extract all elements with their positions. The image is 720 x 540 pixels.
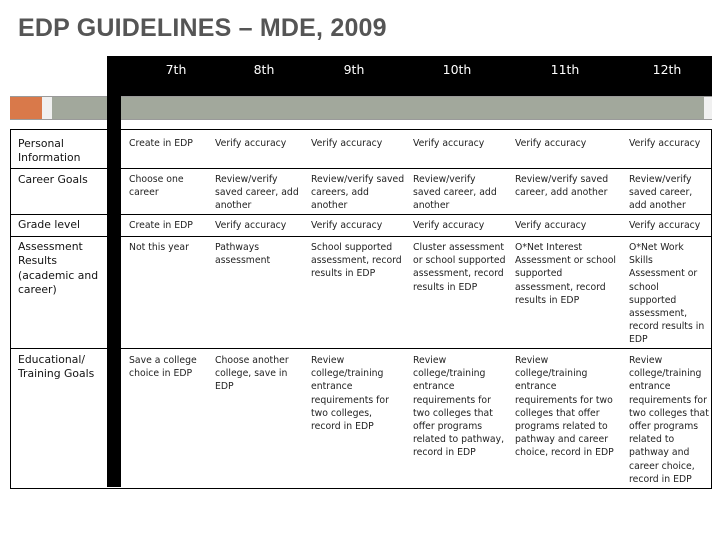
table-cell: Pathways assessment	[215, 242, 271, 267]
grade-header-7th: 7th	[165, 62, 187, 77]
table-cell: Save a college choice in EDP	[129, 355, 197, 380]
table-cell: Cluster assessment or school supported assessment, record results in EDP	[413, 242, 506, 293]
grade-header-10th: 10th	[442, 62, 472, 77]
row-label-grade-level: Grade level	[18, 218, 81, 231]
row-label-educational-training-goals: Educational/ Training Goals	[18, 353, 95, 381]
table-cell: Review/verify saved careers, add another	[311, 174, 405, 212]
row-divider	[10, 348, 712, 349]
table-cell: Review college/training entrance requirements for two colleges that offer programs related to pathway and career choice, record in EDP	[629, 355, 709, 485]
table-cell: Choose another college, save in EDP	[215, 355, 289, 393]
table-cell: Verify accuracy	[215, 138, 287, 149]
table-cell: Verify accuracy	[515, 220, 587, 231]
table-cell: Create in EDP	[129, 220, 193, 231]
table-cell: Verify accuracy	[515, 138, 587, 149]
row-divider	[10, 168, 712, 169]
table-cell: Verify accuracy	[311, 220, 383, 231]
row-label-assessment-results: Assessment Results (academic and career)	[18, 240, 99, 296]
orange-accent-block	[10, 97, 42, 119]
table-cell: O*Net Work Skills Assessment or school supported assessment, record results in EDP	[629, 242, 705, 346]
table-cell: Choose one career	[129, 174, 184, 199]
table-cell: Review/verify saved career, add another	[629, 174, 693, 212]
row-label-career-goals: Career Goals	[18, 173, 88, 186]
table-cell: Verify accuracy	[311, 138, 383, 149]
green-accent-block	[52, 97, 704, 119]
table-cell: Review college/training entrance requirements for two colleges, record in EDP	[311, 355, 389, 433]
grade-header-8th: 8th	[253, 62, 275, 77]
row-label-personal-information: Personal Information	[18, 137, 81, 165]
table-cell: Create in EDP	[129, 138, 193, 149]
table-cell: Review/verify saved career, add another	[413, 174, 497, 212]
table-cell: School supported assessment, record results in EDP	[311, 242, 402, 280]
grade-header-11th: 11th	[550, 62, 580, 77]
table-cell: Verify accuracy	[413, 220, 485, 231]
table-cell: Not this year	[129, 242, 189, 253]
grade-header-12th: 12th	[652, 62, 682, 77]
table-cell: Verify accuracy	[215, 220, 287, 231]
row-divider	[10, 236, 712, 237]
table-cell: O*Net Interest Assessment or school supported assessment, record results in EDP	[515, 242, 616, 306]
table-cell: Review/verify saved career, add another	[215, 174, 299, 212]
slide-title: EDP GUIDELINES – MDE, 2009	[18, 14, 387, 42]
table-cell: Verify accuracy	[413, 138, 485, 149]
table-cell: Review/verify saved career, add another	[515, 174, 609, 199]
table-cell: Verify accuracy	[629, 220, 701, 231]
grade-header-9th: 9th	[343, 62, 365, 77]
table-cell: Verify accuracy	[629, 138, 701, 149]
table-cell: Review college/training entrance requirements for two colleges that offer programs related to pathway, record in EDP	[413, 355, 505, 459]
table-cell: Review college/training entrance requirements for two colleges that offer programs related to pathway and career choice, record in EDP	[515, 355, 614, 459]
row-divider	[10, 214, 712, 215]
